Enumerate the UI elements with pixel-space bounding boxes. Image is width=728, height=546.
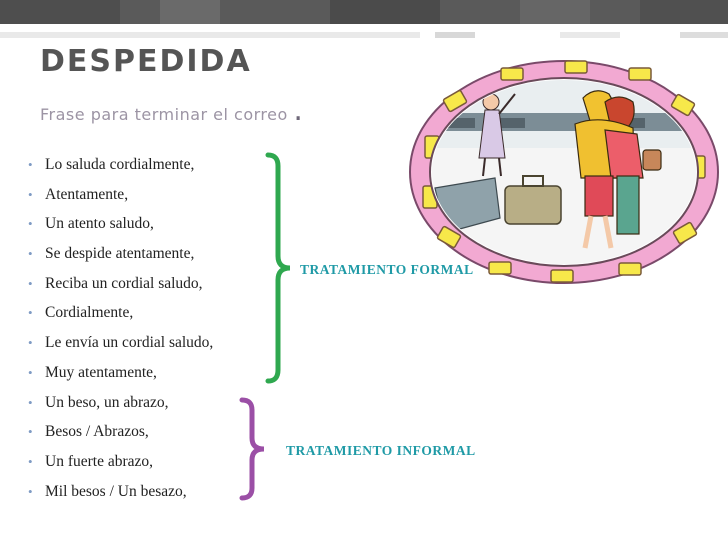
bullet-icon: • <box>28 216 33 232</box>
top-decorative-band <box>0 0 728 24</box>
slide-title: DESPEDIDA <box>40 44 252 79</box>
bullet-icon: • <box>28 275 33 291</box>
list-item-text: Besos / Abrazos, <box>45 423 149 441</box>
list-item-text: Lo saluda cordialmente, <box>45 156 195 173</box>
list-item-text: Atentamente, <box>45 185 129 203</box>
bullet-icon: • <box>28 305 33 321</box>
list-item-text: Reciba un cordial saludo, <box>45 274 203 292</box>
informal-label: TRATAMIENTO INFORMAL <box>286 443 476 458</box>
bullet-icon: • <box>28 364 33 380</box>
list-item-text: Un atento saludo, <box>45 215 154 233</box>
informal-brace <box>236 396 276 502</box>
list-item-text: Un beso, un abrazo, <box>45 393 169 411</box>
list-item-text: Le envía un cordial saludo, <box>45 334 214 352</box>
bullet-icon: • <box>28 186 33 202</box>
closing-phrases-list <box>28 154 213 510</box>
decorative-stripe <box>0 26 728 46</box>
list-item <box>28 392 213 422</box>
list-item <box>28 243 213 273</box>
bullet-icon: • <box>28 394 33 410</box>
slide-subtitle <box>40 93 304 128</box>
subtitle-period: . <box>293 93 304 128</box>
list-item-text: Cordialmente, <box>45 304 134 322</box>
list-item <box>28 451 213 481</box>
list-item <box>28 154 213 184</box>
bullet-icon: • <box>28 335 33 351</box>
list-item <box>28 273 213 303</box>
list-item-text: Muy atentamente, <box>45 363 157 381</box>
list-item-text: Un fuerte abrazo, <box>45 452 154 470</box>
formal-brace <box>262 150 302 386</box>
list-item-text: Mil besos / Un besazo, <box>45 482 187 500</box>
bullet-icon: • <box>28 453 33 469</box>
list-item <box>28 184 213 214</box>
formal-label: TRATAMIENTO FORMAL <box>300 262 474 277</box>
list-item <box>28 332 213 362</box>
list-item <box>28 481 213 511</box>
bullet-icon: • <box>28 424 33 440</box>
bullet-icon: • <box>28 246 33 262</box>
bullet-icon: • <box>28 157 33 172</box>
list-item <box>28 302 213 332</box>
subtitle-text: Frase para terminar el correo <box>40 105 288 124</box>
list-item-text: Se despide atentamente, <box>45 245 195 263</box>
list-item <box>28 362 213 392</box>
list-item <box>28 421 213 451</box>
list-item <box>28 213 213 243</box>
bullet-icon: • <box>28 483 33 499</box>
embracing-couple-illustration <box>405 58 723 286</box>
